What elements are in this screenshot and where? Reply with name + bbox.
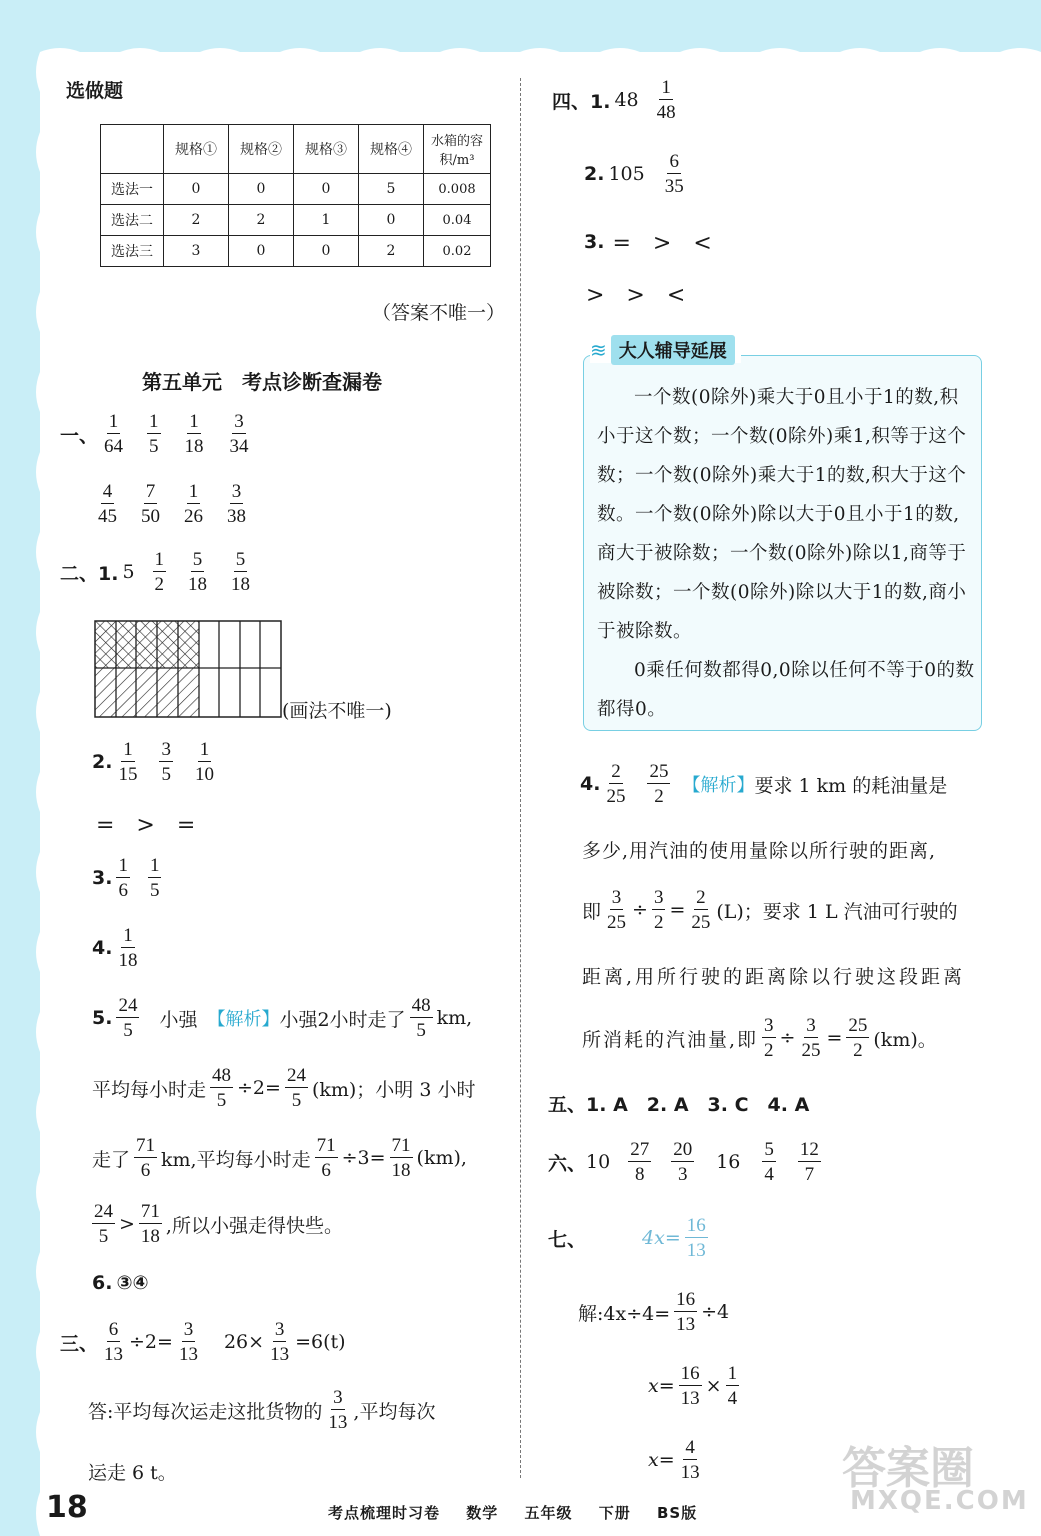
- q5-label: 五、: [548, 1094, 587, 1116]
- q4b-label: 4.: [580, 773, 601, 795]
- text: (km)；小明 3 小时: [311, 1078, 476, 1101]
- text: 小强2小时走了: [279, 1008, 406, 1031]
- q6: [548, 1140, 825, 1184]
- q2-6-label: 6.: [92, 1272, 113, 1294]
- table-cell: 0: [294, 174, 359, 205]
- table-cell: 选法二: [101, 205, 164, 236]
- q2-label: 二、1.: [60, 562, 119, 585]
- text: =: [669, 899, 686, 921]
- q4-2-value: 105: [608, 163, 645, 185]
- table-header: 规格①: [164, 125, 229, 174]
- q2-5: [92, 996, 472, 1040]
- fraction: $\frac{1}{6}$: [118, 855, 128, 901]
- footer-item: 下册: [598, 1504, 631, 1522]
- text: km,平均每小时走: [161, 1148, 311, 1171]
- text: ,平均每次: [353, 1400, 436, 1423]
- footer-item: 考点梳理时习卷: [328, 1504, 441, 1522]
- fraction: $\frac{1}{15}$: [118, 739, 138, 785]
- table-cell: 选法一: [101, 174, 164, 205]
- q4-3: [584, 226, 712, 257]
- fraction: $\frac{3}{13}$: [270, 1319, 290, 1365]
- table-note: （答案不唯一）: [372, 302, 506, 324]
- text: (km)。: [873, 1028, 937, 1051]
- q4-3-signs: = > <: [612, 231, 712, 256]
- fraction: $\frac{2}{25}$: [606, 761, 626, 807]
- fraction: $\frac{25}{2}$: [848, 1015, 868, 1061]
- footer-item: 数学: [466, 1504, 499, 1522]
- fraction: $\frac{1}{18}$: [118, 925, 138, 971]
- table-cell: 0: [229, 236, 294, 267]
- q7-step3: [648, 1438, 706, 1482]
- fraction: $\frac{3}{25}$: [801, 1015, 821, 1061]
- text: x=: [648, 1449, 675, 1471]
- text: 26×: [223, 1331, 265, 1353]
- fraction: $\frac{20}{3}$: [673, 1139, 693, 1185]
- q4b-line4: 距离,用所行驶的距离除以行驶这段距离: [582, 966, 966, 988]
- fraction: $\frac{1}{26}$: [184, 481, 203, 527]
- fraction: $\frac{25}{2}$: [649, 761, 669, 807]
- q2-1: [60, 550, 256, 594]
- text: 走了: [92, 1148, 131, 1171]
- fraction: $\frac{1}{10}$: [194, 739, 214, 785]
- fraction: $\frac{3}{25}$: [607, 887, 627, 933]
- text: km,: [436, 1007, 473, 1029]
- table-cell: 2: [359, 236, 424, 267]
- text: 要求 1 km 的耗油量是: [754, 774, 948, 797]
- text: ÷3=: [341, 1147, 386, 1169]
- text: (L)；要求 1 L 汽油可行驶的: [716, 900, 958, 923]
- table-header: 水箱的容积/m³: [424, 125, 491, 174]
- table-row: [101, 236, 491, 267]
- q4-1: [552, 78, 682, 122]
- q6-label: 六、: [548, 1152, 587, 1175]
- tip-paragraph: 0乘任何数都得0,0除以任何不等于0的数都得0。: [597, 660, 975, 720]
- text: ÷2=: [129, 1331, 173, 1353]
- q2-5-line4: [88, 1202, 343, 1246]
- fraction: $\frac{6}{35}$: [664, 151, 684, 197]
- q4-3-signs2: > > <: [586, 283, 686, 308]
- fraction: $\frac{71}{6}$: [136, 1135, 156, 1181]
- q3-answer-line2: 运走 6 t。: [88, 1462, 177, 1484]
- text: >: [119, 1213, 135, 1235]
- q4b-line2: 多少,用汽油的使用量除以所行驶的距离,: [582, 840, 937, 862]
- table-cell: 2: [164, 205, 229, 236]
- analysis-tag: 【解析】: [207, 1009, 280, 1030]
- text: ×: [705, 1375, 722, 1397]
- table-cell: 0.008: [424, 174, 491, 205]
- table-cell: 选法三: [101, 236, 164, 267]
- table-cell: 0: [359, 205, 424, 236]
- q4b-line5: [582, 1016, 937, 1060]
- q2-3-label: 3.: [92, 867, 113, 889]
- q1-row2: [92, 482, 252, 526]
- fraction: $\frac{6}{13}$: [104, 1319, 124, 1365]
- fraction: $\frac{3}{13}$: [328, 1387, 348, 1433]
- optional-title: 选做题: [66, 80, 124, 102]
- text: ÷4: [701, 1301, 730, 1323]
- fraction: $\frac{24}{5}$: [118, 995, 138, 1041]
- table-cell: 0.04: [424, 205, 491, 236]
- fraction: $\frac{1}{2}$: [154, 549, 165, 595]
- table-header: 规格③: [294, 125, 359, 174]
- q2-5-line2: [92, 1066, 475, 1110]
- fraction: $\frac{3}{13}$: [178, 1319, 198, 1365]
- footer: [328, 1502, 717, 1523]
- q2-6-answer: ③④: [116, 1272, 149, 1294]
- watermark-url: MXQE.COM: [850, 1486, 1029, 1516]
- table-row: [101, 205, 491, 236]
- fraction: $\frac{48}{5}$: [411, 995, 431, 1041]
- fraction: $\frac{24}{5}$: [94, 1201, 113, 1247]
- fraction: $\frac{16}{13}$: [686, 1215, 706, 1261]
- text: ,所以小强走得快些。: [165, 1214, 343, 1237]
- fraction: $\frac{3}{2}$: [653, 887, 664, 933]
- table-header: [101, 125, 164, 174]
- text: x=: [648, 1375, 675, 1397]
- text: ÷2=: [237, 1077, 281, 1099]
- q3-line1: [60, 1320, 346, 1364]
- q6-value: 16: [716, 1151, 741, 1173]
- table-cell: 0.02: [424, 236, 491, 267]
- q4b-line3: [582, 888, 958, 932]
- q5: [548, 1090, 809, 1117]
- fraction: $\frac{2}{25}$: [691, 887, 711, 933]
- fraction: $\frac{3}{34}$: [229, 411, 249, 457]
- table-header: 规格②: [229, 125, 294, 174]
- q3-answer-line1: [88, 1388, 435, 1432]
- table-cell: 2: [229, 205, 294, 236]
- fraction: $\frac{71}{6}$: [316, 1135, 336, 1181]
- q7-header: [548, 1216, 712, 1260]
- fraction: $\frac{48}{5}$: [212, 1065, 232, 1111]
- fraction: $\frac{27}{8}$: [630, 1139, 650, 1185]
- text: 所消耗的汽油量,即: [582, 1028, 759, 1051]
- fraction: $\frac{12}{7}$: [799, 1139, 819, 1185]
- fraction: $\frac{3}{5}$: [161, 739, 171, 785]
- fraction: $\frac{1}{4}$: [727, 1363, 738, 1409]
- fraction: $\frac{5}{18}$: [188, 549, 208, 595]
- fraction: $\frac{4}{13}$: [680, 1437, 700, 1483]
- q4-2: [584, 152, 690, 196]
- table-cell: 0: [229, 174, 294, 205]
- fraction: $\frac{5}{18}$: [231, 549, 251, 595]
- text: 平均每小时走: [92, 1078, 207, 1101]
- text: =: [826, 1027, 843, 1049]
- table-cell: 0: [164, 174, 229, 205]
- fraction: $\frac{1}{48}$: [656, 77, 676, 123]
- tip-title-bar: [590, 337, 741, 363]
- fraction: $\frac{1}{64}$: [104, 411, 124, 457]
- q2-5-label: 5.: [92, 1007, 113, 1029]
- q4-1-value: 48: [614, 89, 639, 111]
- q5-answers: 1. A 2. A 3. C 4. A: [586, 1094, 810, 1116]
- fraction: $\frac{3}{38}$: [227, 481, 246, 527]
- q3-label: 三、: [60, 1332, 99, 1355]
- watermark: 答案圈: [842, 1443, 974, 1494]
- q7-equation: 4x=: [642, 1227, 681, 1249]
- fraction: $\frac{24}{5}$: [286, 1065, 306, 1111]
- tip-paragraph: 一个数(0除外)乘大于0且小于1的数,积小于这个数；一个数(0除外)乘1,积等于这个数；一个数(0除外)乘大于1的数,积大于这个数。一个数(0除外)除以大于0且小于1的数,商大于被除数；一个数(0除外)除以1,商等于被除数；一个数(0除外)除以大于1的数,商小于被除数。: [597, 387, 967, 642]
- fraction: $\frac{4}{45}$: [98, 481, 117, 527]
- q2-5-answer: 小强: [159, 1008, 198, 1031]
- text: ÷: [632, 899, 648, 921]
- fraction: $\frac{16}{13}$: [680, 1363, 700, 1409]
- text: 答:平均每次运走这批货物的: [88, 1400, 323, 1423]
- footer-item: BS版: [657, 1504, 698, 1522]
- tip-title: 大人辅导延展: [611, 335, 735, 365]
- q7-label: 七、: [548, 1228, 587, 1251]
- unit-title: 第五单元 考点诊断查漏卷: [142, 370, 382, 394]
- table-cell: 0: [294, 236, 359, 267]
- fraction: $\frac{16}{13}$: [676, 1289, 696, 1335]
- fraction: $\frac{5}{4}$: [764, 1139, 774, 1185]
- table-row: [101, 174, 491, 205]
- q2-2: [92, 740, 220, 784]
- q2-4: [92, 926, 143, 970]
- fraction: $\frac{1}{5}$: [149, 411, 159, 457]
- q2-2-signs: = > =: [96, 813, 196, 838]
- q4-3-label: 3.: [584, 230, 605, 253]
- analysis-tag: 【解析】: [682, 775, 755, 796]
- q2-6: [92, 1272, 149, 1294]
- fraction: $\frac{3}{2}$: [764, 1015, 774, 1061]
- q7-step1: [578, 1290, 729, 1334]
- fraction: $\frac{71}{18}$: [391, 1135, 411, 1181]
- fraction: $\frac{1}{5}$: [149, 855, 160, 901]
- table-cell: 1: [294, 205, 359, 236]
- spec-table: [100, 124, 491, 267]
- q2-2-label: 2.: [92, 751, 113, 773]
- text: (km),: [416, 1147, 467, 1169]
- q4-label: 四、1.: [552, 90, 611, 113]
- table-header: 规格④: [359, 125, 424, 174]
- shaded-grid-diagram: [94, 620, 284, 718]
- page-number: 18: [46, 1490, 88, 1525]
- text: 解:4x÷4=: [578, 1302, 671, 1325]
- waves-icon: ≋: [590, 338, 607, 362]
- table-cell: 5: [359, 174, 424, 205]
- tip-text: [597, 378, 975, 729]
- fraction: $\frac{1}{18}$: [184, 411, 204, 457]
- q2-value: 5: [122, 561, 135, 583]
- q1-row1: [60, 412, 255, 456]
- text: =6(t): [295, 1331, 346, 1353]
- draw-note: (画法不唯一): [282, 700, 392, 722]
- q4-2-label: 2.: [584, 163, 605, 185]
- table-cell: 3: [164, 236, 229, 267]
- q2-3: [92, 856, 165, 900]
- q7-step2: [648, 1364, 743, 1408]
- text: 即: [582, 900, 602, 923]
- text: ÷: [779, 1027, 796, 1049]
- column-divider: [520, 78, 521, 1478]
- footer-item: 五年级: [524, 1504, 573, 1522]
- q2-5-line3: [92, 1136, 467, 1180]
- q2-4-label: 4.: [92, 937, 113, 959]
- fraction: $\frac{71}{18}$: [140, 1201, 160, 1247]
- q6-value: 10: [586, 1151, 611, 1173]
- fraction: $\frac{7}{50}$: [141, 481, 160, 527]
- q4b-line1: [580, 762, 947, 806]
- q1-label: 一、: [60, 424, 99, 447]
